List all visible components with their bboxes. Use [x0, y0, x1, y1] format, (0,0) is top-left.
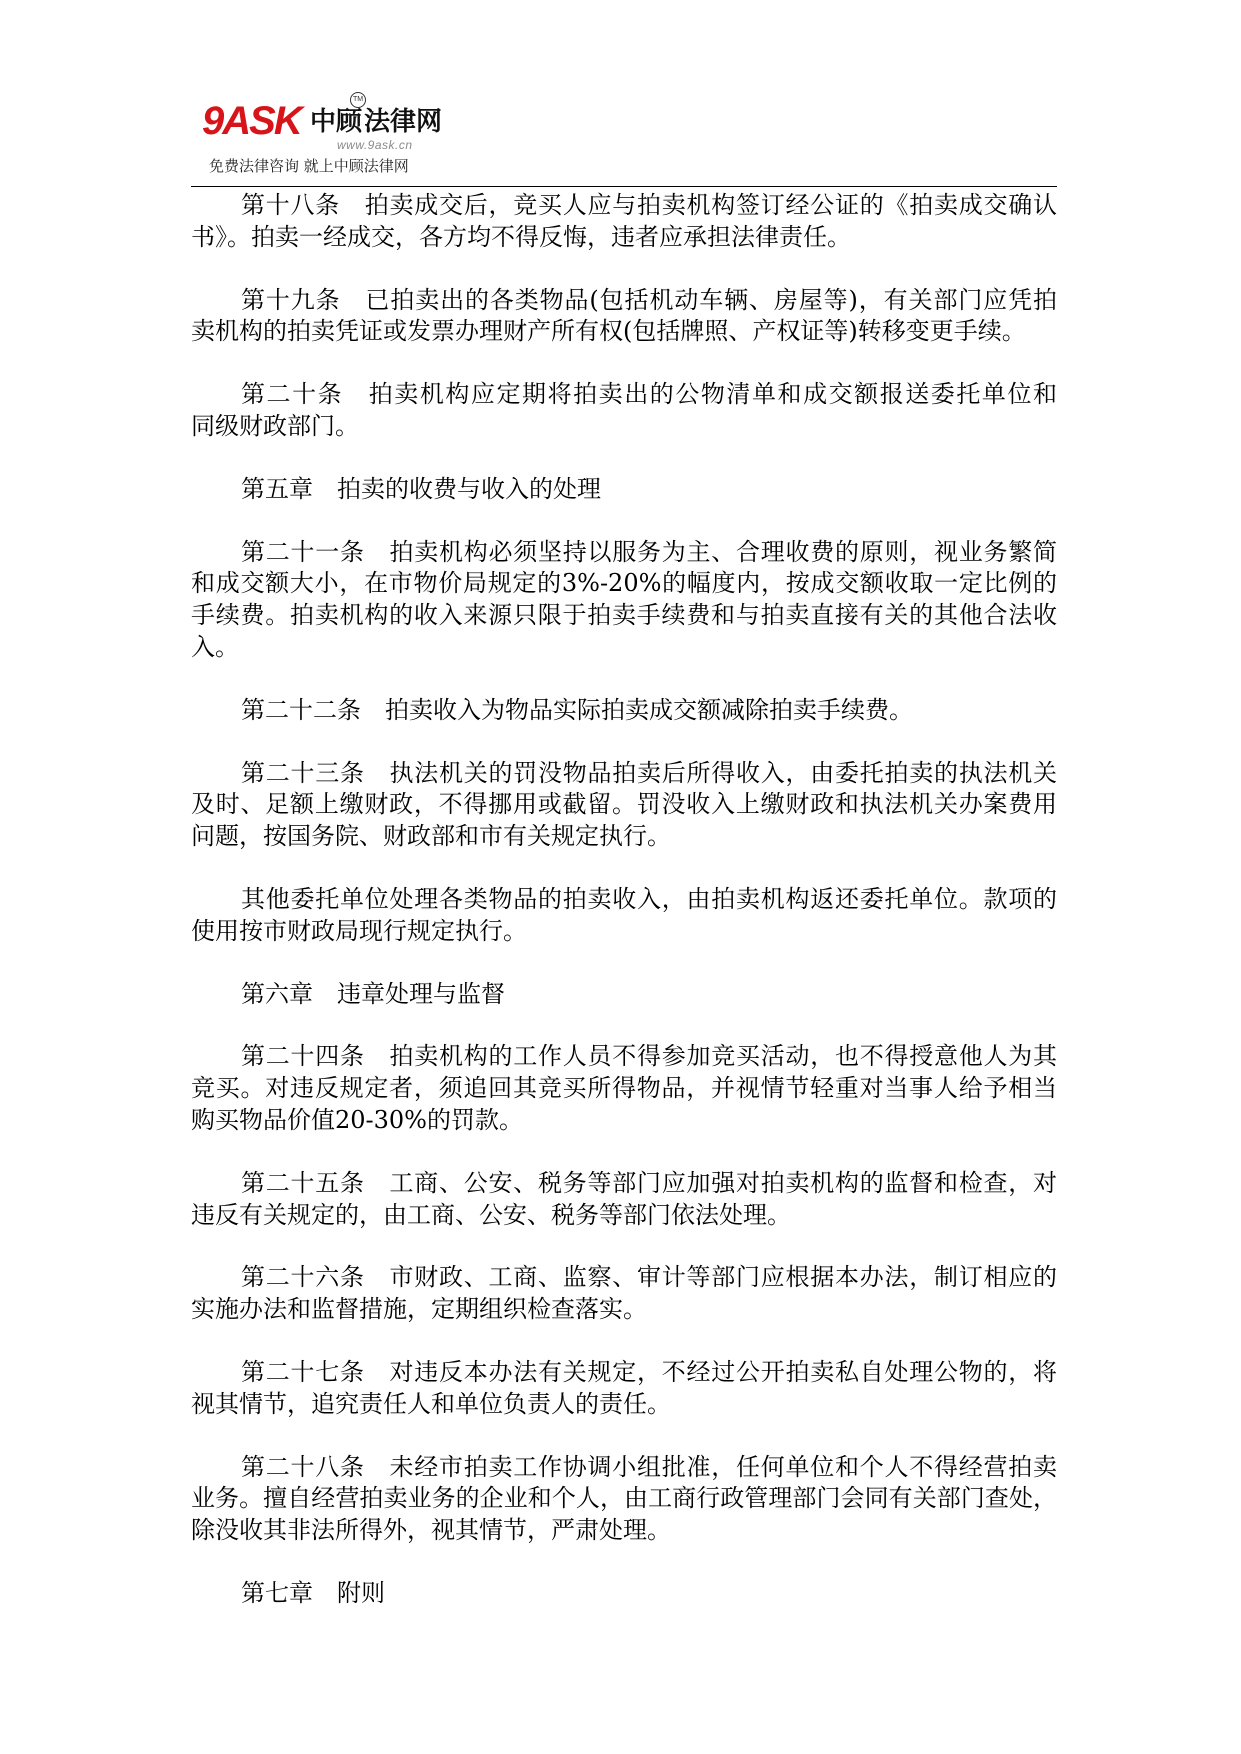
text-line: 使用按市财政局现行规定执行。	[191, 916, 527, 945]
text-line: 同级财政部门。	[191, 411, 359, 440]
paragraph	[191, 1168, 1057, 1232]
text-line: 卖机构的拍卖凭证或发票办理财产所有权(包括牌照、产权证等)转移变更手续。	[191, 317, 1026, 346]
paragraph	[191, 1262, 1057, 1326]
text-line: 和成交额大小，在市物价局规定的3%-20%的幅度内，按成交额收取一定比例的	[191, 569, 1057, 598]
text-line: 视其情节，追究责任人和单位负责人的责任。	[191, 1389, 671, 1418]
logo-url: www.9ask.cn	[337, 138, 413, 152]
paragraph	[191, 379, 1057, 443]
document-body	[191, 190, 1057, 1641]
text-line: 第五章 拍卖的收费与收入的处理	[241, 474, 601, 503]
text-line: 购买物品价值20-30%的罚款。	[191, 1105, 523, 1134]
text-line: 及时、足额上缴财政，不得挪用或截留。罚没收入上缴财政和执法机关办案费用	[191, 790, 1057, 819]
text-line: 第二十六条 市财政、工商、监察、审计等部门应根据本办法，制订相应的	[241, 1263, 1057, 1292]
paragraph	[191, 474, 1057, 506]
site-slogan: 免费法律咨询 就上中顾法律网	[209, 157, 409, 175]
text-line: 问题，按国务院、财政部和市有关规定执行。	[191, 822, 671, 851]
paragraph	[191, 537, 1057, 664]
logo-name-part1: 中顾	[310, 107, 363, 137]
paragraph	[191, 758, 1057, 853]
logo-name-part2: 法律网	[364, 107, 443, 137]
text-line: 第七章 附则	[241, 1578, 385, 1607]
text-line: 第二十五条 工商、公安、税务等部门应加强对拍卖机构的监督和检查，对	[241, 1168, 1057, 1197]
text-line: 第二十七条 对违反本办法有关规定，不经过公开拍卖私自处理公物的，将	[241, 1357, 1057, 1386]
trademark-icon: TM	[350, 92, 366, 108]
text-line: 手续费。拍卖机构的收入来源只限于拍卖手续费和与拍卖直接有关的其他合法收	[191, 601, 1057, 630]
text-line: 书》。拍卖一经成交，各方均不得反悔，违者应承担法律责任。	[191, 222, 851, 251]
paragraph	[191, 1041, 1057, 1136]
text-line: 第二十八条 未经市拍卖工作协调小组批准，任何单位和个人不得经营拍卖	[241, 1452, 1057, 1481]
paragraph	[191, 285, 1057, 349]
paragraph	[191, 1357, 1057, 1421]
paragraph	[191, 979, 1057, 1011]
text-line: 第六章 违章处理与监督	[241, 979, 505, 1008]
paragraph	[191, 884, 1057, 948]
paragraph	[191, 1578, 1057, 1610]
text-line: 第二十四条 拍卖机构的工作人员不得参加竞买活动，也不得授意他人为其	[241, 1042, 1057, 1071]
text-line: 违反有关规定的，由工商、公安、税务等部门依法处理。	[191, 1200, 791, 1229]
text-line: 第二十一条 拍卖机构必须坚持以服务为主、合理收费的原则，视业务繁简	[241, 537, 1057, 566]
logo-brand-text: 9ASK	[202, 99, 301, 143]
text-line: 竞买。对违反规定者，须追回其竞买所得物品，并视情节轻重对当事人给予相当	[191, 1074, 1057, 1103]
text-line: 第二十二条 拍卖收入为物品实际拍卖成交额减除拍卖手续费。	[241, 695, 913, 724]
text-line: 除没收其非法所得外，视其情节，严肃处理。	[191, 1516, 671, 1545]
text-line: 实施办法和监督措施，定期组织检查落实。	[191, 1295, 647, 1324]
paragraph	[191, 190, 1057, 254]
text-line: 其他委托单位处理各类物品的拍卖收入，由拍卖机构返还委托单位。款项的	[241, 884, 1057, 913]
paragraph	[191, 1452, 1057, 1547]
paragraph	[191, 695, 1057, 727]
text-line: 第十八条 拍卖成交后，竞买人应与拍卖机构签订经公证的《拍卖成交确认	[241, 191, 1057, 219]
text-line: 第十九条 已拍卖出的各类物品(包括机动车辆、房屋等)，有关部门应凭拍	[241, 285, 1057, 314]
text-line: 业务。擅自经营拍卖业务的企业和个人，由工商行政管理部门会同有关部门查处，	[191, 1484, 1057, 1513]
text-line: 入。	[191, 632, 239, 661]
header-divider	[191, 186, 1057, 187]
text-line: 第二十三条 执法机关的罚没物品拍卖后所得收入，由委托拍卖的执法机关	[241, 758, 1057, 787]
text-line: 第二十条 拍卖机构应定期将拍卖出的公物清单和成交额报送委托单位和	[241, 380, 1057, 409]
